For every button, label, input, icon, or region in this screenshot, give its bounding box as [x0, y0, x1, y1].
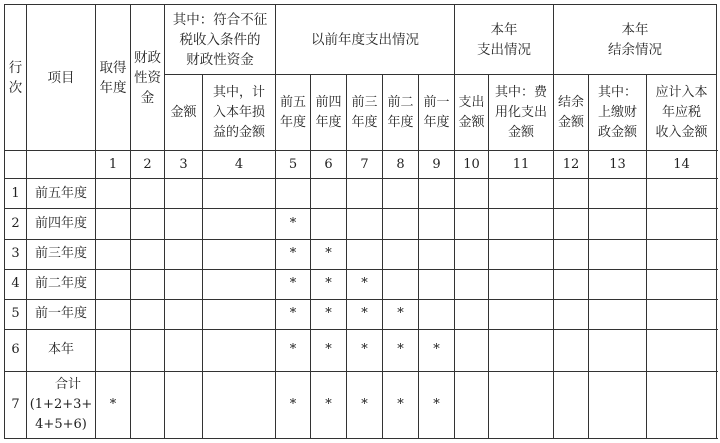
data-cell[interactable] [489, 209, 554, 239]
column-number: 9 [419, 151, 455, 179]
header-deducted-in-year: 其中，计 入本年损 益的金额 [203, 75, 276, 151]
row-number: 1 [5, 179, 27, 209]
data-cell[interactable] [165, 269, 203, 299]
column-number: 8 [383, 151, 419, 179]
column-number: 5 [276, 151, 311, 179]
data-cell[interactable] [276, 179, 311, 209]
row-item: 前五年度 [27, 179, 96, 209]
data-cell[interactable] [347, 179, 383, 209]
not-applicable-mark: * [347, 329, 383, 371]
data-cell[interactable] [96, 209, 131, 239]
data-cell[interactable] [419, 239, 455, 269]
data-cell[interactable] [419, 299, 455, 329]
row-number: 4 [5, 269, 27, 299]
data-cell[interactable] [589, 299, 647, 329]
table-row [5, 179, 717, 209]
not-applicable-mark: * [347, 371, 383, 438]
data-cell[interactable] [455, 179, 489, 209]
data-cell[interactable] [165, 371, 203, 438]
row-number: 5 [5, 299, 27, 329]
data-cell[interactable] [165, 299, 203, 329]
column-number: 11 [489, 151, 554, 179]
header-item: 项目 [27, 5, 96, 151]
table-row [5, 209, 717, 239]
not-applicable-mark: * [419, 329, 455, 371]
data-cell[interactable] [131, 269, 165, 299]
data-cell[interactable] [419, 179, 455, 209]
header-prior-year-4: 前四 年度 [311, 75, 347, 151]
header-prior-year-5: 前五 年度 [276, 75, 311, 151]
data-cell[interactable] [554, 269, 589, 299]
data-cell[interactable] [203, 299, 276, 329]
fiscal-funds-table [4, 4, 717, 439]
data-cell[interactable] [383, 239, 419, 269]
column-number: 12 [554, 151, 589, 179]
header-expensed-amount: 其中：费 用化支出 金额 [489, 75, 554, 151]
not-applicable-mark: * [276, 329, 311, 371]
data-cell[interactable] [203, 371, 276, 438]
data-cell[interactable] [311, 209, 347, 239]
column-number: 2 [131, 151, 165, 179]
data-cell[interactable] [455, 299, 489, 329]
data-cell[interactable] [554, 209, 589, 239]
header-balance-group: 本年 结余情况 [554, 5, 717, 75]
header-balance-amount: 结余 金额 [554, 75, 589, 151]
header-prior-year-3: 前三 年度 [347, 75, 383, 151]
data-cell[interactable] [96, 239, 131, 269]
header-row-no: 行 次 [5, 5, 27, 151]
row-item: 前四年度 [27, 209, 96, 239]
row-item: 合计 (1+2+3+ 4+5+6) [27, 371, 96, 438]
data-cell[interactable] [165, 239, 203, 269]
row-item: 前一年度 [27, 299, 96, 329]
column-number-blank [27, 151, 96, 179]
data-cell[interactable] [455, 371, 489, 438]
row-number: 2 [5, 209, 27, 239]
data-cell[interactable] [203, 179, 276, 209]
row-number: 7 [5, 371, 27, 438]
not-applicable-mark: * [276, 209, 311, 239]
column-number: 1 [96, 151, 131, 179]
data-cell[interactable] [455, 209, 489, 239]
not-applicable-mark: * [383, 329, 419, 371]
row-number: 6 [5, 329, 27, 371]
data-cell[interactable] [131, 299, 165, 329]
table-row [5, 329, 717, 371]
column-number: 13 [589, 151, 647, 179]
column-number: 14 [647, 151, 717, 179]
data-cell[interactable] [383, 269, 419, 299]
data-cell[interactable] [203, 329, 276, 371]
data-cell[interactable] [554, 179, 589, 209]
data-cell[interactable] [647, 269, 717, 299]
not-applicable-mark: * [311, 371, 347, 438]
not-applicable-mark: * [383, 299, 419, 329]
header-nontaxable-group: 其中：符合不征 税收入条件的 财政性资金 [165, 5, 276, 75]
data-cell[interactable] [489, 329, 554, 371]
header-prior-year-1: 前一 年度 [419, 75, 455, 151]
header-current-expense-group: 本年 支出情况 [455, 5, 554, 75]
row-number: 3 [5, 239, 27, 269]
header-year-obtained: 取得 年度 [96, 5, 131, 151]
header-taxable-income: 应计入本 年应税 收入金额 [647, 75, 717, 151]
column-number: 3 [165, 151, 203, 179]
not-applicable-mark: * [347, 299, 383, 329]
table-row [5, 371, 717, 438]
data-cell[interactable] [589, 269, 647, 299]
data-cell[interactable] [554, 299, 589, 329]
not-applicable-mark: * [276, 269, 311, 299]
data-cell[interactable] [311, 179, 347, 209]
data-cell[interactable] [203, 269, 276, 299]
data-cell[interactable] [489, 179, 554, 209]
data-cell[interactable] [554, 329, 589, 371]
data-cell[interactable] [96, 329, 131, 371]
header-fiscal-funds: 财政 性资 金 [131, 5, 165, 151]
data-cell[interactable] [131, 329, 165, 371]
not-applicable-mark: * [96, 371, 131, 438]
data-cell[interactable] [203, 209, 276, 239]
data-cell[interactable] [647, 329, 717, 371]
not-applicable-mark: * [276, 239, 311, 269]
row-item: 本年 [27, 329, 96, 371]
not-applicable-mark: * [311, 299, 347, 329]
column-number: 4 [203, 151, 276, 179]
data-cell[interactable] [131, 239, 165, 269]
data-cell[interactable] [589, 371, 647, 438]
table-row [5, 299, 717, 329]
data-cell[interactable] [455, 329, 489, 371]
data-cell[interactable] [165, 329, 203, 371]
column-number: 7 [347, 151, 383, 179]
data-cell[interactable] [455, 269, 489, 299]
table-row [5, 239, 717, 269]
column-number: 10 [455, 151, 489, 179]
data-cell[interactable] [419, 269, 455, 299]
data-cell[interactable] [647, 179, 717, 209]
header-expense-amount: 支出 金额 [455, 75, 489, 151]
data-cell[interactable] [165, 209, 203, 239]
data-cell[interactable] [489, 239, 554, 269]
not-applicable-mark: * [419, 371, 455, 438]
column-number-blank [5, 151, 27, 179]
data-cell[interactable] [554, 239, 589, 269]
data-cell[interactable] [383, 179, 419, 209]
data-cell[interactable] [131, 179, 165, 209]
data-cell[interactable] [647, 239, 717, 269]
data-cell[interactable] [96, 179, 131, 209]
data-cell[interactable] [131, 209, 165, 239]
data-cell[interactable] [647, 209, 717, 239]
data-cell[interactable] [554, 371, 589, 438]
data-cell[interactable] [647, 299, 717, 329]
not-applicable-mark: * [347, 269, 383, 299]
data-cell[interactable] [455, 239, 489, 269]
data-cell[interactable] [131, 371, 165, 438]
data-cell[interactable] [347, 209, 383, 239]
data-cell[interactable] [96, 299, 131, 329]
not-applicable-mark: * [311, 239, 347, 269]
data-cell[interactable] [647, 371, 717, 438]
not-applicable-mark: * [276, 371, 311, 438]
column-number: 6 [311, 151, 347, 179]
data-cell[interactable] [96, 269, 131, 299]
not-applicable-mark: * [276, 299, 311, 329]
data-cell[interactable] [383, 209, 419, 239]
data-cell[interactable] [589, 179, 647, 209]
data-cell[interactable] [589, 239, 647, 269]
data-cell[interactable] [489, 299, 554, 329]
header-prior-year-2: 前二 年度 [383, 75, 419, 151]
header-amount: 金额 [165, 75, 203, 151]
table-row [5, 269, 717, 299]
data-cell[interactable] [419, 209, 455, 239]
data-cell[interactable] [589, 329, 647, 371]
row-item: 前二年度 [27, 269, 96, 299]
not-applicable-mark: * [311, 269, 347, 299]
data-cell[interactable] [589, 209, 647, 239]
not-applicable-mark: * [383, 371, 419, 438]
data-cell[interactable] [203, 239, 276, 269]
not-applicable-mark: * [311, 329, 347, 371]
data-cell[interactable] [489, 269, 554, 299]
header-paid-to-finance: 其中： 上缴财 政金额 [589, 75, 647, 151]
header-prior-years-group: 以前年度支出情况 [276, 5, 455, 75]
data-cell[interactable] [489, 371, 554, 438]
data-cell[interactable] [347, 239, 383, 269]
data-cell[interactable] [165, 179, 203, 209]
row-item: 前三年度 [27, 239, 96, 269]
